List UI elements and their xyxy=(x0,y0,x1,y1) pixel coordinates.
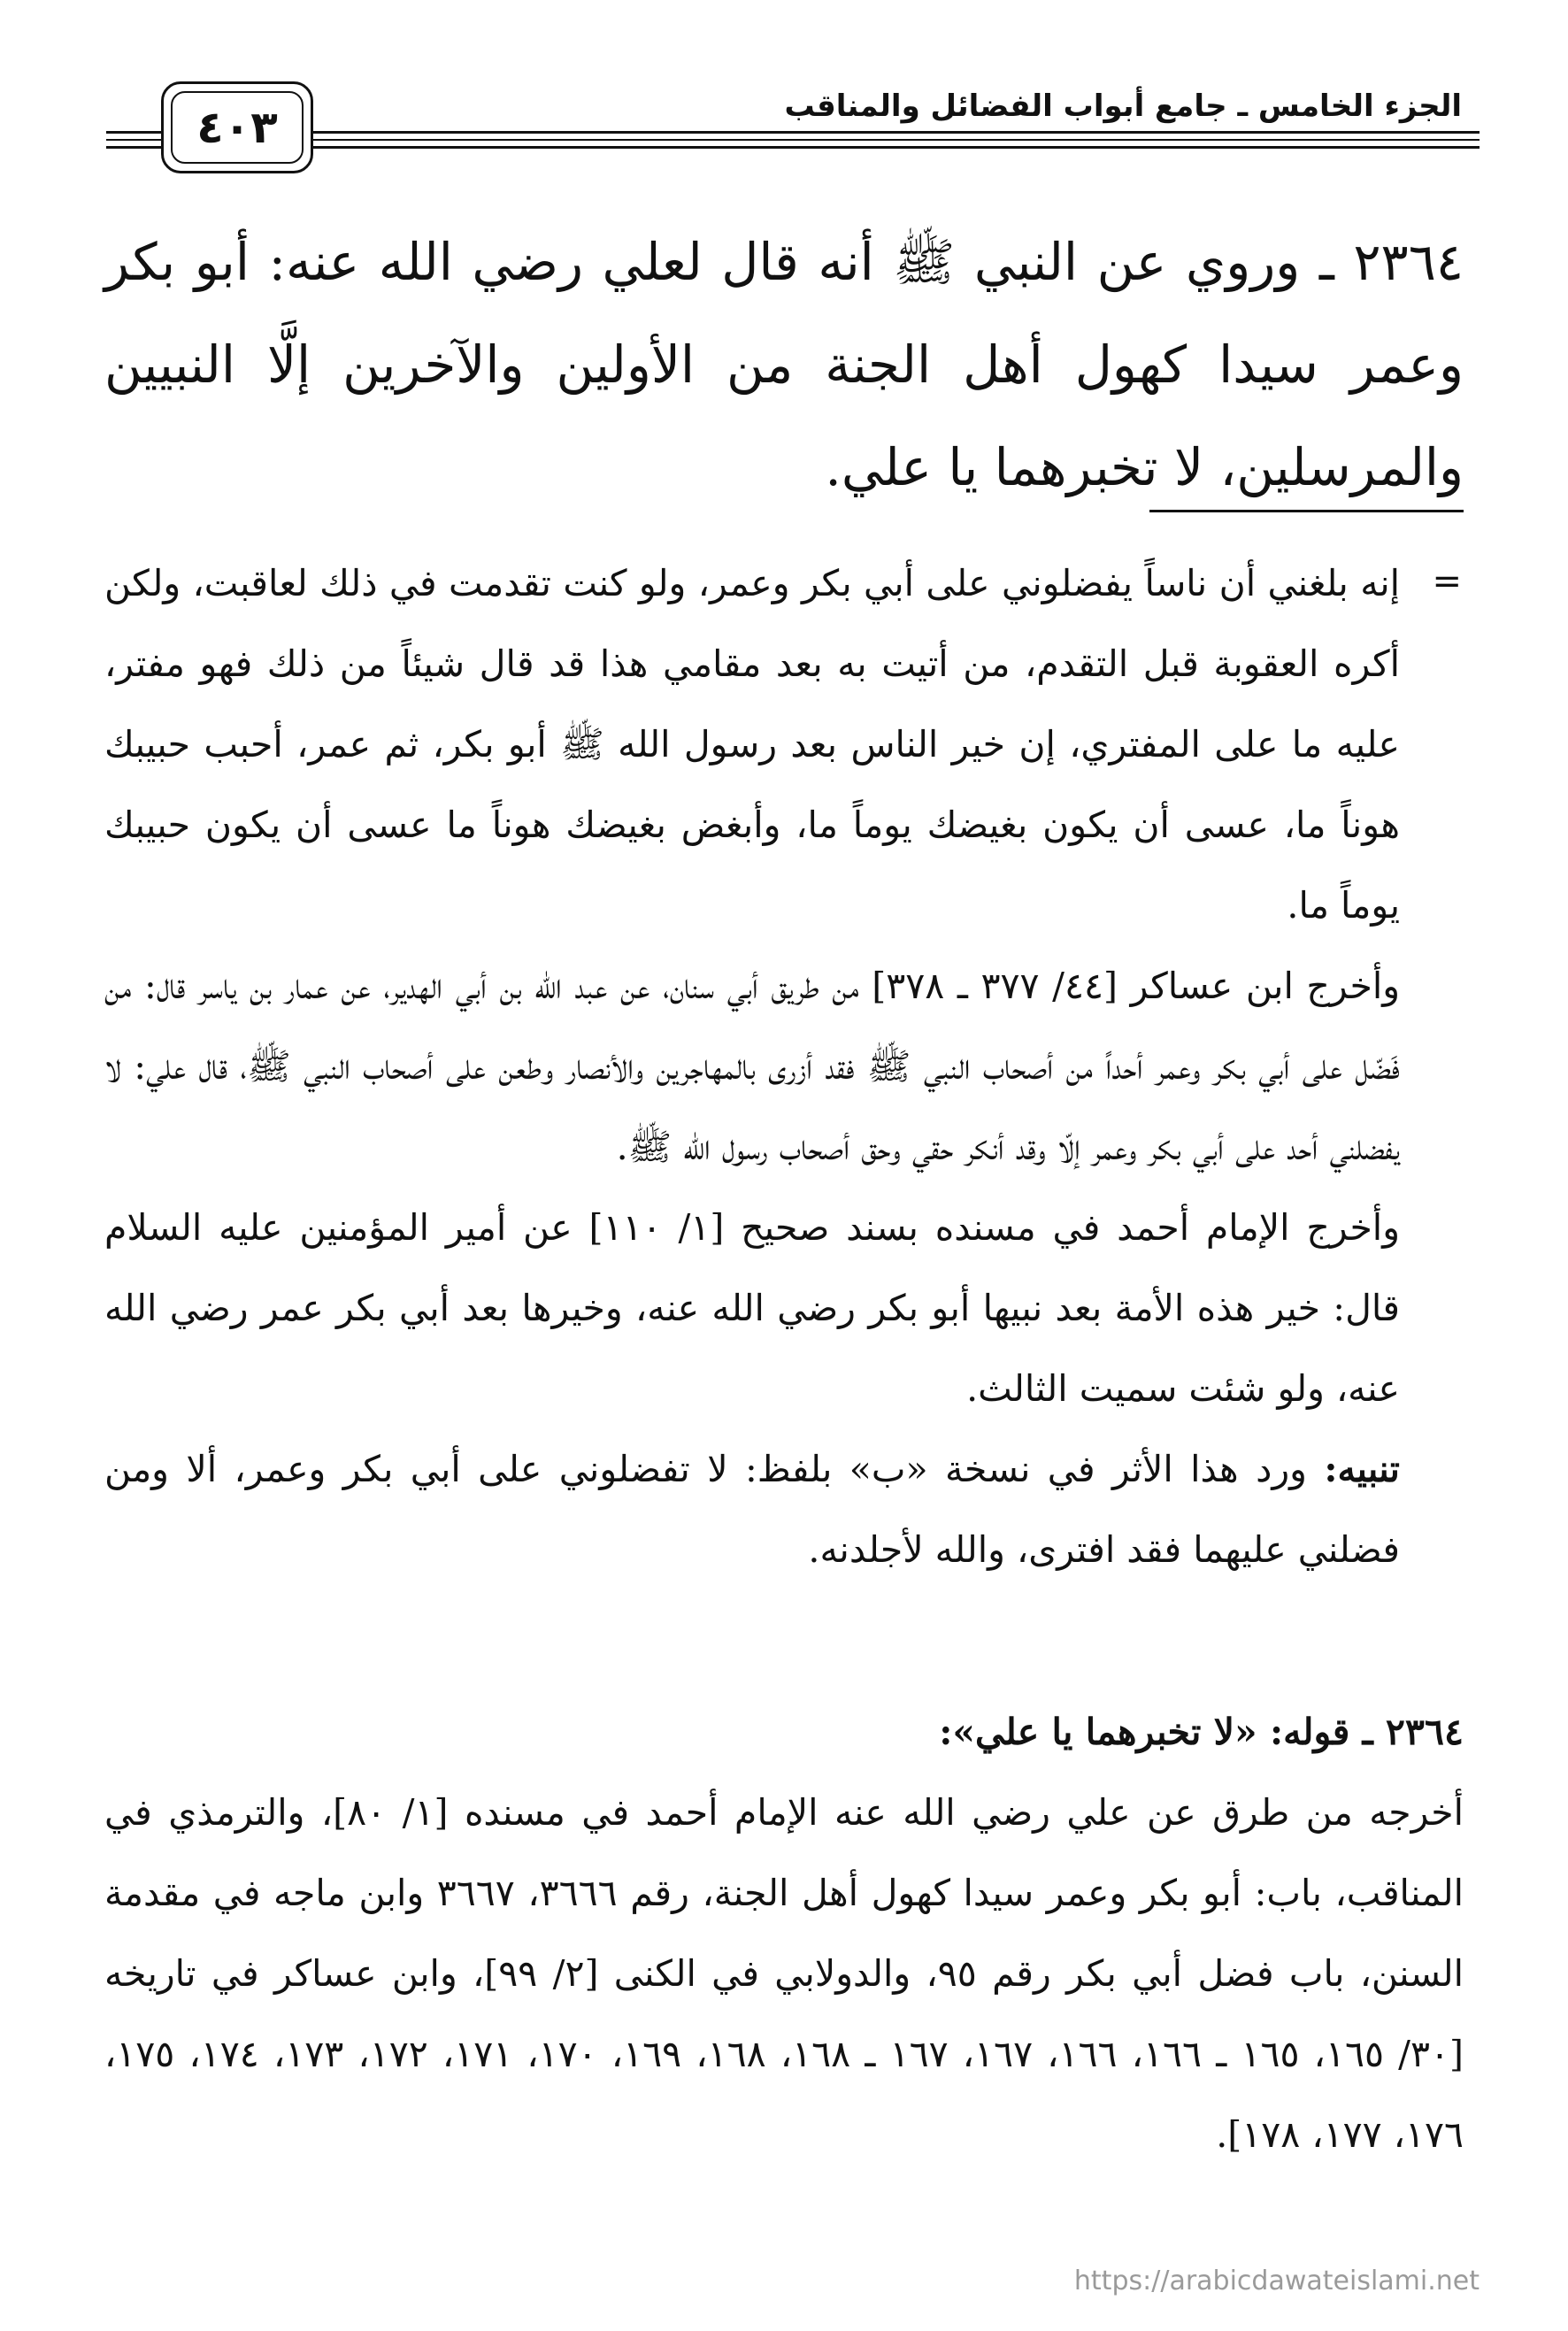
continuation-mark: = xyxy=(1432,561,1462,602)
commentary-text: أخرجه من طرق عن علي رضي الله عنه الإمام أحمد في مسنده [١/ ٨٠]، والترمذي في المناقب، باب: أبو بكر وعمر سيدا كهول أهل الجنة، رقم ٣٦٦٦، ٣٦٦٧ وابن ماجه في مقدمة السنن، باب فضل أبي بكر رقم ٩٥، والدولابي في الكنى [٢/ ٩٩]، وابن عساكر في تاريخه [٣٠/ ١٦٥، ١٦٥ ـ ١٦٦، ١٦٦، ١٦٧، ١٦٧ ـ ١٦٨، ١٦٨، ١٦٩، ١٧٠، ١٧١، ١٧٢، ١٧٣، ١٧٤، ١٧٥، ١٧٦، ١٧٧، ١٧٨]. xyxy=(104,1791,1464,2156)
note-label: تنبيه: xyxy=(1324,1448,1400,1490)
note-paragraph xyxy=(104,1429,1400,1590)
watermark: https://arabicdawateislami.net xyxy=(1073,2266,1480,2296)
page-number: ٤٠٣ xyxy=(171,91,304,164)
hadith-text: ٢٣٦٤ ـ وروي عن النبي ﷺ أنه قال لعلي رضي الله عنه: أبو بكر وعمر سيدا كهول أهل الجنة من الأولين والآخرين إلَّا النبيين والمرسلين، لا تخبرهما يا علي. xyxy=(104,232,1464,497)
footnote-paragraph: وأخرج الإمام أحمد في مسنده بسند صحيح [١/ ١١٠] عن أمير المؤمنين عليه السلام قال: خير هذه الأمة بعد نبيها أبو بكر رضي الله عنه، وخيرها بعد أبي بكر عمر رضي الله عنه، ولو شئت سميت الثالث. xyxy=(104,1206,1400,1410)
commentary-heading: ٢٣٦٤ ـ قوله: «لا تخبرهما يا علي»: xyxy=(939,1711,1464,1753)
footnote-paragraph: إنه بلغني أن ناساً يفضلوني على أبي بكر وعمر، ولو كنت تقدمت في ذلك لعاقبت، ولكن أكره العقوبة قبل التقدم، من أتيت به بعد مقامي هذا قد قال شيئاً من ذلك فهو مفتر، عليه ما على المفتري، إن خير الناس بعد رسول الله ﷺ أبو بكر، ثم عمر، أحبب حبيبك هوناً ما، عسى أن يكون بغيضك يوماً ما، وأبغض بغيضك هوناً ما عسى أن يكون حبيبك يوماً ما. xyxy=(104,562,1400,927)
footnote-divider xyxy=(1149,510,1464,512)
commentary-section xyxy=(104,1692,1464,2175)
page-number-frame xyxy=(161,81,313,173)
note-text: ورد هذا الأثر في نسخة «ب» بلفظ: لا تفضلوني على أبي بكر وعمر، ألا ومن فضلني عليهما فقد افترى، والله لأجلدنه. xyxy=(104,1448,1400,1571)
footnotes xyxy=(104,543,1400,1590)
running-header: الجزء الخامس ـ جامع أبواب الفضائل والمناقب xyxy=(784,88,1462,124)
footnote-paragraph: وأخرج ابن عساكر [٤٤/ ٣٧٧ ـ ٣٧٨] من طريق أبي سنان، عن عبد الله بن أبي الهدير، عن عمار بن ياسر قال: من فَضّل على أبي بكر وعمر أحداً من أصحاب النبي ﷺ فقد أزرى بالمهاجرين والأنصار وطعن على أصحاب النبي ﷺ، قال علي: لا يفضلني أحد على أبي بكر وعمر إلّا وقد أنكر حقي وحق أصحاب رسول الله ﷺ. xyxy=(104,965,1401,1168)
